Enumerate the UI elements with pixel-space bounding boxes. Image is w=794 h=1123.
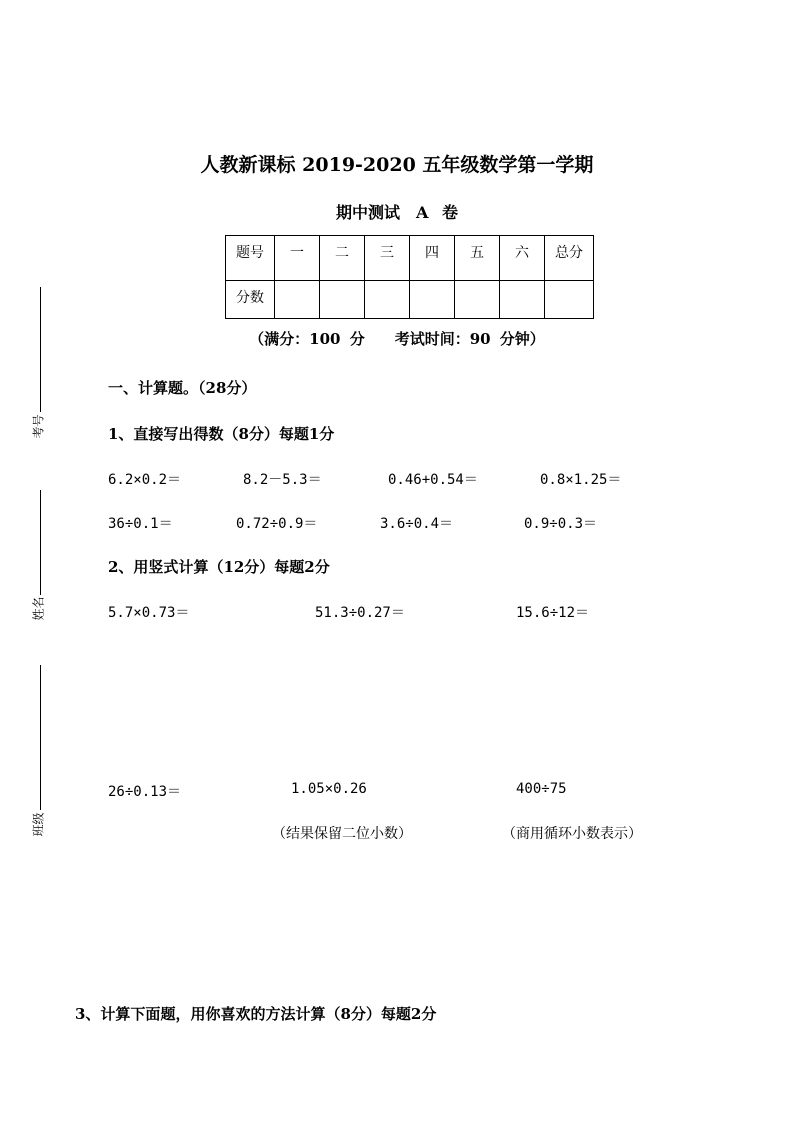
score-table	[225, 235, 594, 319]
score-row-label: 分数	[226, 281, 275, 319]
binding-line-middle	[40, 490, 41, 595]
question-3-heading: 3、计算下面题，用你喜欢的方法计算（8分）每题2分	[75, 1005, 437, 1023]
score-blank[interactable]	[320, 281, 365, 319]
score-cell-total: 总分	[545, 236, 594, 281]
score-blank[interactable]	[275, 281, 320, 319]
score-cell-4: 四	[410, 236, 455, 281]
question-1-heading: 1、直接写出得数（8分）每题1分	[108, 425, 335, 443]
score-cell-2: 二	[320, 236, 365, 281]
score-cell-label: 题号	[226, 236, 275, 281]
binding-line-bottom	[40, 665, 41, 810]
score-blank[interactable]	[365, 281, 410, 319]
section-heading: 一、计算题。（28分）	[108, 379, 257, 397]
problem: 400÷75	[516, 781, 567, 797]
class-label: 班级	[31, 812, 46, 837]
problem: 0.8×1.25＝	[540, 472, 622, 488]
score-cell-1: 一	[275, 236, 320, 281]
question-2-heading: 2、用竖式计算（12分）每题2分	[108, 558, 330, 576]
problem: 0.9÷0.3＝	[524, 516, 598, 532]
problem: 51.3÷0.27＝	[315, 605, 405, 621]
problem: 0.46+0.54＝	[388, 472, 478, 488]
score-cell-6: 六	[500, 236, 545, 281]
score-blank[interactable]	[455, 281, 500, 319]
page-subtitle: 期中测试 A 卷	[336, 203, 458, 222]
exam-meta: （满分：100 分 考试时间：90 分钟）	[249, 330, 545, 348]
page-title: 人教新课标 2019-2020 五年级数学第一学期	[200, 154, 594, 176]
score-blank[interactable]	[410, 281, 455, 319]
problem: 6.2×0.2＝	[108, 472, 182, 488]
score-blank[interactable]	[500, 281, 545, 319]
score-table-score-row	[226, 281, 594, 319]
problem: 3.6÷0.4＝	[380, 516, 454, 532]
problem: 8.2－5.3＝	[243, 472, 322, 488]
score-table-header-row	[226, 236, 594, 281]
problem-note: （结果保留二位小数）	[272, 826, 412, 842]
score-blank[interactable]	[545, 281, 594, 319]
problem: 36÷0.1＝	[108, 516, 173, 532]
exam-number-label: 考号	[31, 414, 46, 439]
problem: 0.72÷0.9＝	[236, 516, 318, 532]
problem-note: （商用循环小数表示）	[502, 826, 642, 842]
problem: 1.05×0.26	[291, 781, 367, 797]
problem: 26÷0.13＝	[108, 784, 182, 800]
problem: 15.6÷12＝	[516, 605, 590, 621]
problem: 5.7×0.73＝	[108, 605, 190, 621]
binding-line-top	[40, 287, 41, 412]
name-label: 姓名	[31, 596, 46, 621]
score-cell-3: 三	[365, 236, 410, 281]
score-cell-5: 五	[455, 236, 500, 281]
